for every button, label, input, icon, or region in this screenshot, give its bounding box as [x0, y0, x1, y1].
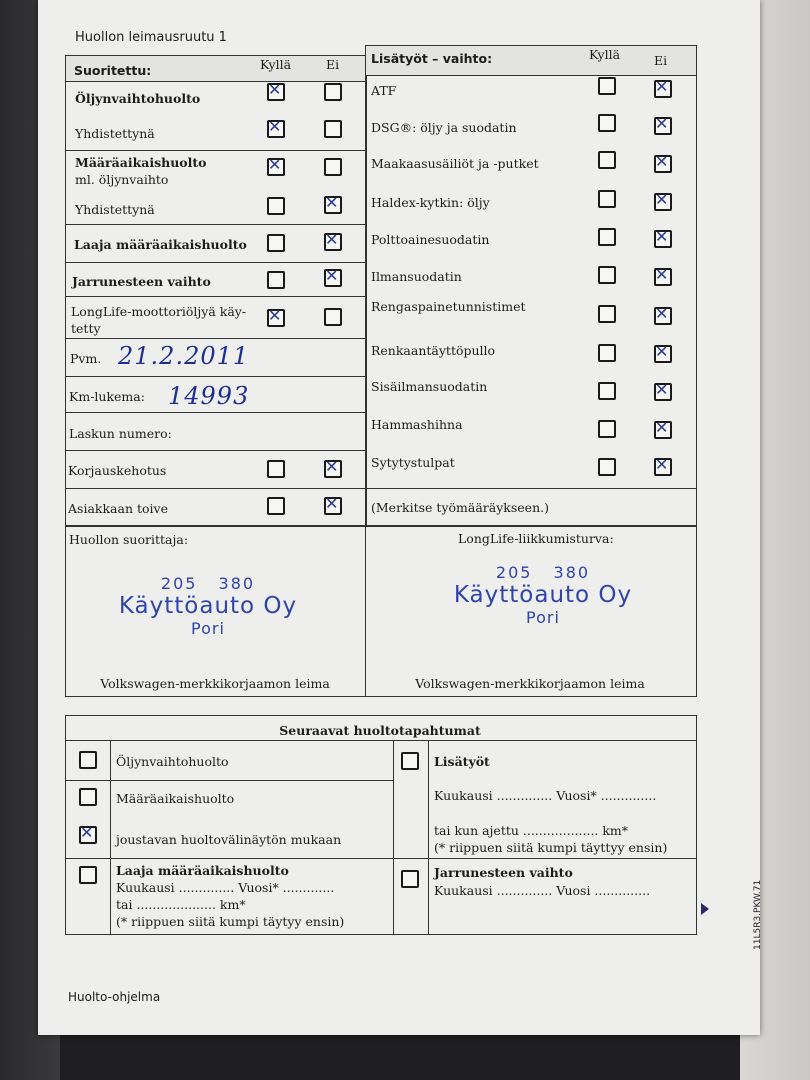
next-brake-month: Kuukausi .............. Vuosi .............. — [434, 883, 651, 898]
next-extended-checkbox[interactable] — [79, 866, 97, 884]
dealer-stamp-right — [433, 563, 653, 627]
gas-yes-checkbox[interactable] — [598, 151, 616, 169]
next-oil-checkbox[interactable] — [79, 751, 97, 769]
wish-label: Asiakkaan toive — [68, 501, 168, 516]
spark-plugs-yes-checkbox[interactable] — [598, 458, 616, 476]
extra-gas-label: Maakaasusäiliöt ja -putket — [371, 156, 539, 171]
dsg-no-checkbox[interactable] — [654, 117, 672, 135]
tyre-filler-yes-checkbox[interactable] — [598, 344, 616, 362]
extra-air-filter-label: Ilmansuodatin — [371, 269, 462, 284]
gas-no-checkbox[interactable] — [654, 155, 672, 173]
extra-dsg-label: DSG®: öljy ja suodatin — [371, 120, 517, 135]
stamp-left-company: Käyttöauto Oy — [118, 593, 298, 619]
extra-spark-plugs-label: Sytytystulpat — [371, 455, 455, 470]
row-periodic-sub-label: ml. öljynvaihto — [75, 172, 169, 187]
next-brake-label: Jarrunesteen vaihto — [434, 865, 573, 880]
next-extra-month-year: Kuukausi .............. Vuosi* .............. — [434, 788, 657, 803]
extended-no-checkbox[interactable] — [324, 233, 342, 251]
km-label: Km-lukema: — [69, 389, 145, 404]
next-extra-km: tai kun ajettu ................... km* — [434, 823, 629, 838]
longlife-yes-checkbox[interactable] — [267, 309, 285, 327]
tpms-no-checkbox[interactable] — [654, 307, 672, 325]
fuel-filter-yes-checkbox[interactable] — [598, 228, 616, 246]
longlife-mobility-label: LongLife-liikkumisturva: — [458, 531, 614, 546]
col-done-label: Suoritettu: — [74, 63, 152, 78]
date-handwritten-value: 21.2.2011 — [118, 342, 250, 370]
km-handwritten-value: 14993 — [168, 382, 250, 410]
atf-no-checkbox[interactable] — [654, 80, 672, 98]
extra-fuel-filter-label: Polttoainesuodatin — [371, 232, 490, 247]
repair-yes-checkbox[interactable] — [267, 460, 285, 478]
dealer-stamp-left — [98, 574, 318, 638]
haldex-no-checkbox[interactable] — [654, 193, 672, 211]
stamp-right-company: Käyttöauto Oy — [453, 582, 633, 608]
stamp-right-numbers: 205 380 — [495, 563, 591, 582]
timing-belt-yes-checkbox[interactable] — [598, 420, 616, 438]
next-extra-label: Lisätyöt — [434, 754, 490, 769]
next-page-arrow-icon — [701, 903, 709, 915]
timing-belt-no-checkbox[interactable] — [654, 421, 672, 439]
cabin-filter-no-checkbox[interactable] — [654, 383, 672, 401]
next-extra-checkbox[interactable] — [401, 752, 419, 770]
air-filter-yes-checkbox[interactable] — [598, 266, 616, 284]
stamp-caption-left: Volkswagen-merkkikorjaamon leima — [100, 676, 330, 691]
combined-2-yes-checkbox[interactable] — [267, 197, 285, 215]
next-flexible-label: joustavan huoltovälinäytön mukaan — [116, 832, 342, 847]
next-services-title: Seuraavat huoltotapahtumat — [279, 723, 481, 738]
next-extended-km: tai .................... km* — [116, 897, 246, 912]
tpms-yes-checkbox[interactable] — [598, 305, 616, 323]
periodic-no-checkbox[interactable] — [324, 158, 342, 176]
stamp-left-city: Pori — [191, 619, 225, 638]
invoice-label: Laskun numero: — [69, 426, 172, 441]
extra-atf-label: ATF — [371, 83, 397, 98]
oil-change-yes-checkbox[interactable] — [267, 83, 285, 101]
wish-no-checkbox[interactable] — [324, 497, 342, 515]
extra-work-title: Lisätyöt – vaihto: — [371, 51, 493, 66]
right-col-no-label: Ei — [654, 53, 668, 68]
next-brake-checkbox[interactable] — [401, 870, 419, 888]
brake-fluid-no-checkbox[interactable] — [324, 269, 342, 287]
next-periodic-checkbox[interactable] — [79, 788, 97, 806]
row-combined-1-label: Yhdistettynä — [75, 126, 155, 141]
extra-haldex-label: Haldex-kytkin: öljy — [371, 195, 490, 210]
haldex-yes-checkbox[interactable] — [598, 190, 616, 208]
next-periodic-label: Määräaikaishuolto — [116, 791, 235, 806]
extra-tpms-label: Rengaspainetunnistimet — [371, 299, 526, 314]
next-extended-label: Laaja määräaikaishuolto — [116, 863, 289, 878]
dsg-yes-checkbox[interactable] — [598, 114, 616, 132]
combined-1-yes-checkbox[interactable] — [267, 120, 285, 138]
extra-timing-belt-label: Hammashihna — [371, 417, 463, 432]
combined-2-no-checkbox[interactable] — [324, 196, 342, 214]
page-title: Huollon leimausruutu 1 — [75, 30, 227, 45]
periodic-yes-checkbox[interactable] — [267, 158, 285, 176]
atf-yes-checkbox[interactable] — [598, 77, 616, 95]
col-no-label: Ei — [326, 57, 340, 72]
air-filter-no-checkbox[interactable] — [654, 268, 672, 286]
oil-change-no-checkbox[interactable] — [324, 83, 342, 101]
next-extended-note: (* riippuen siitä kumpi täytyy ensin) — [116, 914, 345, 929]
stamp-right-city: Pori — [526, 608, 560, 627]
print-code: 11L5R3.PKW.71 — [753, 879, 763, 950]
row-brake-fluid-label: Jarrunesteen vaihto — [72, 274, 211, 289]
extra-tyre-filler-label: Renkaantäyttöpullo — [371, 343, 496, 358]
service-provider-label: Huollon suorittaja: — [69, 532, 189, 547]
combined-1-no-checkbox[interactable] — [324, 120, 342, 138]
row-oil-change-label: Öljynvaihtohuolto — [75, 91, 201, 106]
cabin-filter-yes-checkbox[interactable] — [598, 382, 616, 400]
fuel-filter-no-checkbox[interactable] — [654, 230, 672, 248]
next-flexible-checkbox[interactable] — [79, 826, 97, 844]
right-col-yes-label: Kyllä — [589, 47, 621, 62]
row-extended-label: Laaja määräaikaishuolto — [74, 237, 247, 252]
row-combined-2-label: Yhdistettynä — [75, 202, 155, 217]
spark-plugs-no-checkbox[interactable] — [654, 458, 672, 476]
extra-cabin-filter-label: Sisäilmansuodatin — [371, 379, 488, 394]
wish-yes-checkbox[interactable] — [267, 497, 285, 515]
extended-yes-checkbox[interactable] — [267, 234, 285, 252]
brake-fluid-yes-checkbox[interactable] — [267, 271, 285, 289]
extra-note: (Merkitse työmääräykseen.) — [371, 500, 549, 515]
stamp-left-numbers: 205 380 — [160, 574, 256, 593]
stamp-caption-right: Volkswagen-merkkikorjaamon leima — [415, 676, 645, 691]
next-extended-month: Kuukausi .............. Vuosi* ............. — [116, 880, 335, 895]
date-label: Pvm. — [70, 351, 102, 366]
row-longlife-label: LongLife-moottoriöljyä käy- — [71, 304, 247, 319]
longlife-no-checkbox[interactable] — [324, 308, 342, 326]
next-extra-note: (* riippuen siitä kumpi täyttyy ensin) — [434, 840, 668, 855]
col-yes-label: Kyllä — [260, 57, 292, 72]
tyre-filler-no-checkbox[interactable] — [654, 345, 672, 363]
next-oil-label: Öljynvaihtohuolto — [116, 754, 229, 769]
footer-label: Huolto-ohjelma — [68, 990, 161, 1004]
service-booklet-page — [38, 0, 763, 1035]
repair-no-checkbox[interactable] — [324, 460, 342, 478]
row-longlife-sub-label: tetty — [71, 321, 101, 336]
repair-label: Korjauskehotus — [68, 463, 167, 478]
row-periodic-label: Määräaikaishuolto — [75, 155, 207, 170]
